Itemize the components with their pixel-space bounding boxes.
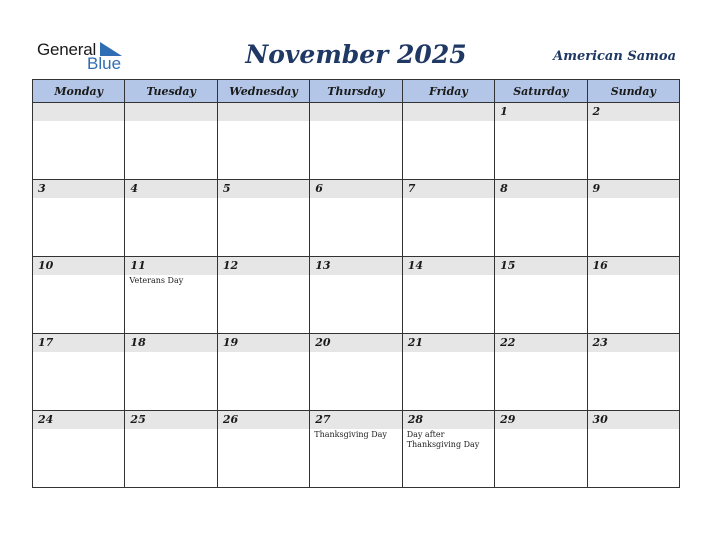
- day-number: 30: [588, 411, 679, 429]
- day-number: 9: [588, 180, 679, 198]
- day-number: 26: [218, 411, 309, 429]
- weekday-header: Friday: [402, 80, 494, 103]
- day-cell: [310, 103, 402, 180]
- week-row: [33, 411, 680, 488]
- holiday-label: Day after Thanksgiving Day: [406, 430, 480, 449]
- day-cell: [402, 334, 494, 411]
- day-number: 8: [495, 180, 586, 198]
- day-cell: [217, 257, 309, 334]
- day-cell: [33, 334, 125, 411]
- day-cell: [495, 411, 587, 488]
- day-cell: [402, 180, 494, 257]
- weekday-header: Tuesday: [125, 80, 217, 103]
- day-cell: [125, 180, 217, 257]
- day-cell: [402, 103, 494, 180]
- weekday-header: Saturday: [495, 80, 587, 103]
- day-number: 18: [125, 334, 216, 352]
- calendar-grid: [32, 79, 680, 488]
- day-cell: [33, 180, 125, 257]
- weekday-header: Wednesday: [217, 80, 309, 103]
- day-number: 23: [588, 334, 679, 352]
- day-number: 24: [33, 411, 124, 429]
- holiday-label: Thanksgiving Day: [314, 430, 387, 439]
- weekday-header: Thursday: [310, 80, 402, 103]
- weekday-header: Sunday: [587, 80, 679, 103]
- day-cell: [587, 257, 679, 334]
- week-row: [33, 257, 680, 334]
- week-row: [33, 103, 680, 180]
- day-cell: [495, 334, 587, 411]
- day-cell: [587, 103, 679, 180]
- day-number: [33, 103, 124, 121]
- day-number: 15: [495, 257, 586, 275]
- day-number: 13: [310, 257, 401, 275]
- day-number: 21: [403, 334, 494, 352]
- weekday-header: Monday: [33, 80, 125, 103]
- day-cell: [33, 103, 125, 180]
- weekday-header-row: [33, 80, 680, 103]
- day-number: 6: [310, 180, 401, 198]
- day-number: 19: [218, 334, 309, 352]
- day-cell: [495, 180, 587, 257]
- day-cell: [217, 334, 309, 411]
- day-cell: [587, 411, 679, 488]
- day-cell: [587, 180, 679, 257]
- day-number: 25: [125, 411, 216, 429]
- day-cell: [217, 103, 309, 180]
- day-cell: [125, 257, 217, 334]
- day-number: 14: [403, 257, 494, 275]
- day-cell: [310, 180, 402, 257]
- day-number: [310, 103, 401, 121]
- day-cell: [402, 411, 494, 488]
- day-number: 27: [310, 411, 401, 429]
- day-number: 22: [495, 334, 586, 352]
- day-number: [125, 103, 216, 121]
- day-number: 7: [403, 180, 494, 198]
- day-cell: [587, 334, 679, 411]
- day-number: 5: [218, 180, 309, 198]
- day-cell: [402, 257, 494, 334]
- day-cell: [495, 103, 587, 180]
- day-number: 17: [33, 334, 124, 352]
- day-number: 3: [33, 180, 124, 198]
- logo-text-general: General: [37, 40, 97, 59]
- week-row: [33, 180, 680, 257]
- day-cell: [125, 334, 217, 411]
- day-number: [403, 103, 494, 121]
- logo-text-blue: Blue: [87, 54, 122, 73]
- day-number: 20: [310, 334, 401, 352]
- week-row: [33, 334, 680, 411]
- day-cell: [33, 257, 125, 334]
- page-title: November 2025: [245, 40, 467, 69]
- day-cell: [33, 411, 125, 488]
- day-number: 11: [125, 257, 216, 275]
- day-number: 16: [588, 257, 679, 275]
- day-number: 2: [588, 103, 679, 121]
- country-name: American Samoa: [553, 49, 676, 64]
- day-cell: [125, 411, 217, 488]
- day-cell: [217, 180, 309, 257]
- day-cell: [310, 257, 402, 334]
- day-cell: [310, 334, 402, 411]
- day-cell: [310, 411, 402, 488]
- day-number: 28: [403, 411, 494, 429]
- holiday-label: Veterans Day: [129, 276, 184, 285]
- day-number: 29: [495, 411, 586, 429]
- day-number: 12: [218, 257, 309, 275]
- day-cell: [217, 411, 309, 488]
- day-number: 10: [33, 257, 124, 275]
- day-number: 1: [495, 103, 586, 121]
- day-cell: [495, 257, 587, 334]
- day-number: [218, 103, 309, 121]
- day-cell: [125, 103, 217, 180]
- day-number: 4: [125, 180, 216, 198]
